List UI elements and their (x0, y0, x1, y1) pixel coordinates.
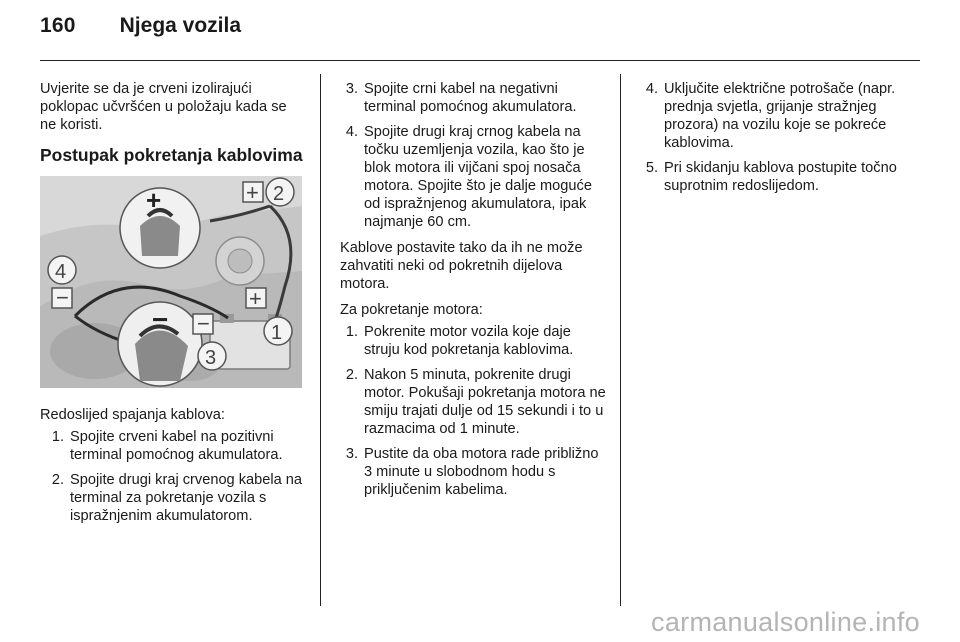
list-item: 3. Spojite crni kabel na negativni terminal pomoćnog akumulatora. (345, 81, 577, 115)
illustration-svg (40, 176, 302, 388)
plus-box-label-right: + (249, 286, 262, 311)
column-1 (40, 80, 306, 533)
cables-note: Kablove postavite tako da ih ne može zahvatiti neki od pokretnih dijelova motora. (340, 240, 583, 292)
jump-start-illustration (40, 176, 302, 388)
list-item: 2. Spojite drugi kraj crvenog kabela na terminal za pokretanje vozila s ispražnjenim akumulatorom. (51, 472, 303, 524)
column-divider-2 (620, 74, 621, 606)
list-item: 5. Pri skidanju kablova postupite točno suprotnim redoslijedom. (645, 160, 897, 194)
list-item: 2. Nakon 5 minuta, pokrenite drugi motor. Pokušaji pokretanja motora ne smiju trajati dulje od 15 sekundi i to u razmacima od 1 minute. (345, 367, 606, 437)
minus-box-label-left: − (56, 285, 69, 310)
minus-terminal-label: − (152, 304, 169, 335)
connection-steps-list (40, 428, 306, 525)
list-item: 4. Spojite drugi kraj crnog kabela na točku uzemljenja vozila, kao što je blok motora ili vijčani spoj nosača motora. Spojite što je dalje moguće od ispražnjenog akumulatora, ipak najmanje 60 cm. (345, 124, 592, 230)
column-2 (340, 80, 606, 507)
connection-steps-list-continued (340, 80, 606, 231)
marker-2: 2 (273, 183, 285, 205)
start-intro: Za pokretanje motora: (340, 302, 483, 318)
column-divider-1 (320, 74, 321, 606)
start-steps-list-continued (640, 80, 902, 195)
list-item: 4. Uključite električne potrošače (napr. prednja svjetla, grijanje stražnjeg prozora) na vozilu koje se pokreće kablovima. (645, 81, 896, 151)
minus-box-label-center: − (197, 311, 210, 336)
connection-order-intro: Redoslijed spajanja kablova: (40, 407, 225, 423)
plus-terminal-label: + (146, 185, 162, 215)
list-item: 3. Pustite da oba motora rade približno 3 minute u slobodnom hodu s priključenim kabelima. (345, 446, 599, 498)
intro-paragraph: Uvjerite se da je crveni izolirajući poklopac učvršćen u položaju kada se ne koristi. (40, 81, 287, 133)
column-3 (640, 80, 902, 203)
marker-1: 1 (271, 322, 283, 344)
list-item: 1. Pokrenite motor vozila koje daje struju kod pokretanja kablovima. (345, 324, 574, 358)
page-header (40, 14, 241, 50)
plus-box-label-top: + (246, 180, 259, 205)
page-number: 160 (40, 14, 76, 37)
start-steps-list (340, 323, 606, 499)
list-item: 1. Spojite crveni kabel na pozitivni terminal pomoćnog akumulatora. (51, 429, 283, 463)
section-heading: Postupak pokretanja kablovima (40, 145, 303, 165)
header-divider (40, 60, 920, 61)
marker-4: 4 (55, 261, 67, 283)
page-title: Njega vozila (119, 14, 242, 37)
marker-3: 3 (205, 347, 217, 369)
site-watermark: carmanualsonline.info (651, 607, 920, 637)
